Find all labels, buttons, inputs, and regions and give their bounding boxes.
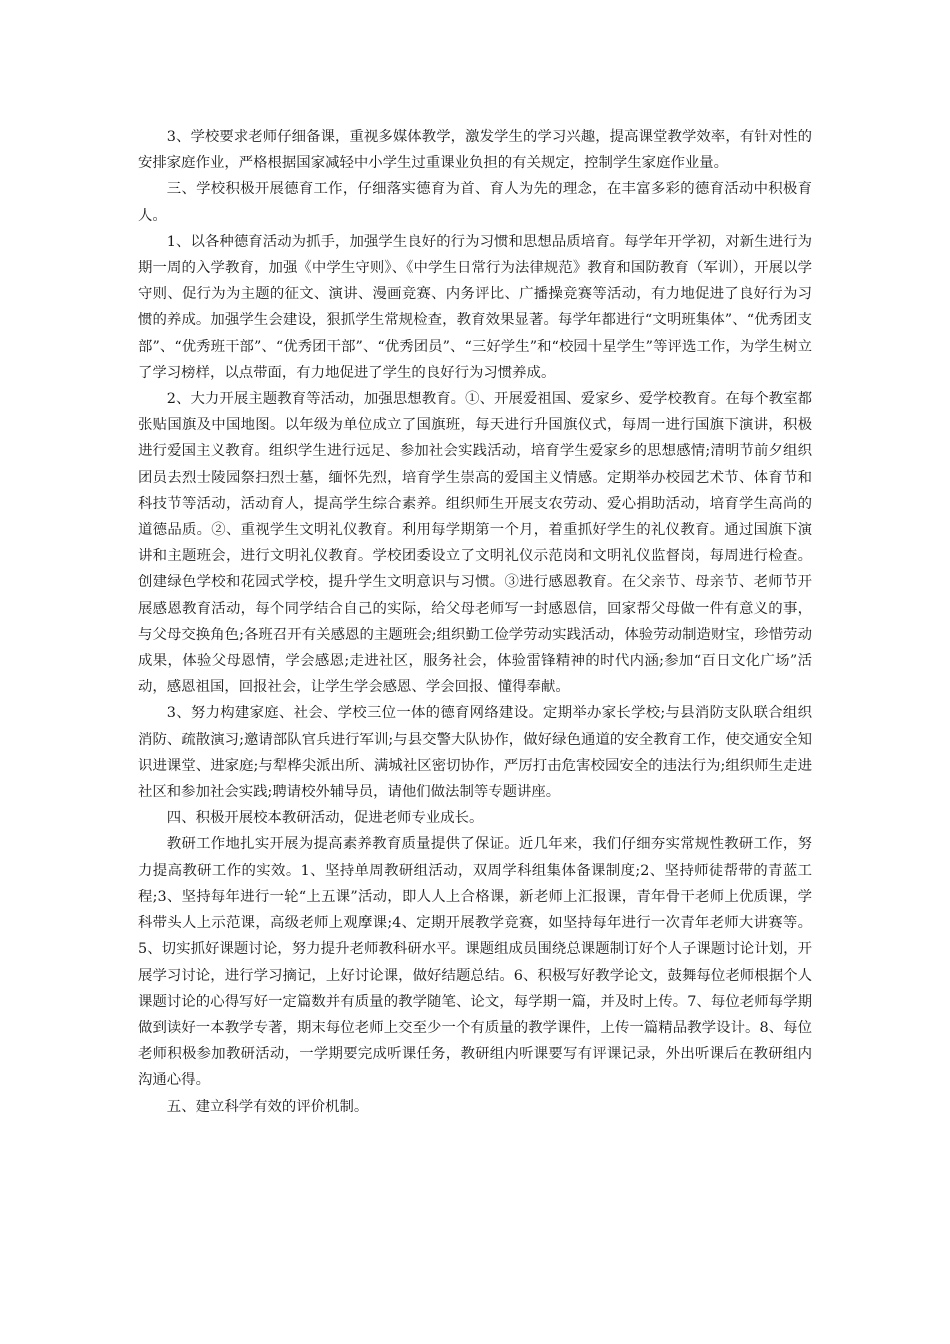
paragraph-theme-education: 2、大力开展主题教育等活动，加强思想教育。①、开展爱祖国、爱家乡、爱学校教育。在每个教室都张贴国旗及中国地图。以年级为单位成立了国旗班，每天进行升国旗仪式，每周一进行国旗下演讲，积极进行爱国主义教育。组织学生进行远足、参加社会实践活动，培育学生爱家乡的思想感情;清明节前夕组织团员去烈士陵园祭扫烈士墓，缅怀先烈，培育学生崇高的爱国主义情感。定期举办校园艺术节、体育节和科技节等活动，活动育人，提高学生综合素养。组织师生开展支农劳动、爱心捐助活动，培育学生高尚的道德品质。②、重视学生文明礼仪教育。利用每学期第一个月，着重抓好学生的礼仪教育。通过国旗下演讲和主题班会，进行文明礼仪教育。学校团委设立了文明礼仪示范岗和文明礼仪监督岗，每周进行检查。创建绿色学校和花园式学校，提升学生文明意识与习惯。③进行感恩教育。在父亲节、母亲节、老师节开展感恩教育活动，每个同学结合自己的实际，给父母老师写一封感恩信，回家帮父母做一件有意义的事，与父母交换角色;各班召开有关感恩的主题班会;组织勤工俭学劳动实践活动，体验劳动制造财宝，珍惜劳动成果，体验父母恩情，学会感恩;走进社区，服务社会，体验雷锋精神的时代内涵;参加“百日文化广场”活动，感恩祖国，回报社会，让学生学会感恩、学会回报、懂得奉献。 (138, 391, 812, 696)
heading-teaching-research: 四、积极开展校本教研活动，促进老师专业成长。 (166, 810, 484, 827)
paragraph-moral-network: 3、努力构建家庭、社会、学校三位一体的德育网络建设。定期举办家长学校;与县消防支队联合组织消防、疏散演习;邀请部队官兵进行军训;与县交警大队协作，做好绿色通道的安全教育工作，使交通安全知识进课堂、进家庭;与犁桦尖派出所、满城社区密切协作，严厉打击危害校园安全的违法行为;组织师生走进社区和参加社会实践;聘请校外辅导员，请他们做法制等专题讲座。 (138, 705, 812, 801)
document-body (138, 124, 812, 1120)
paragraph-homework-policy: 3、学校要求老师仔细备课，重视多媒体教学，激发学生的学习兴趣，提高课堂教学效率，有针对性的安排家庭作业，严格根据国家减轻中小学生过重课业负担的有关规定，控制学生家庭作业量。 (138, 129, 812, 172)
heading-moral-education: 三、学校积极开展德育工作，仔细落实德育为首、育人为先的理念，在丰富多彩的德育活动中积极育人。 (138, 181, 812, 224)
heading-evaluation-mechanism: 五、建立科学有效的评价机制。 (166, 1098, 369, 1115)
paragraph-behavior-habits: 1、以各种德育活动为抓手，加强学生良好的行为习惯和思想品质培育。每学年开学初，对新生进行为期一周的入学教育，加强《中学生守则》、《中学生日常行为法律规范》教育和国防教育（军训），开展以学守则、促行为为主题的征文、演讲、漫画竞赛、内务评比、广播操竞赛等活动，有力地促进了良好行为习惯的养成。加强学生会建设，狠抓学生常规检查，教育效果显著。每学年都进行“文明班集体”、“优秀团支部”、“优秀班干部”、“优秀团干部”、“优秀团员”、“三好学生”和“校园十星学生”等评选工作，为学生树立了学习榜样，以点带面，有力地促进了学生的良好行为习惯养成。 (138, 233, 812, 381)
paragraph-research-work: 教研工作地扎实开展为提高素养教育质量提供了保证。近几年来，我们仔细夯实常规性教研工作，努力提高教研工作的实效。1、坚持单周教研组活动，双周学科组集体备课制度;2、坚持师徒帮带的青蓝工程;3、坚持每年进行一轮“上五课”活动，即人人上合格课，新老师上汇报课，青年骨干老师上优质课，学科带头人上示范课，高级老师上观摩课;4、定期开展教学竞赛，如坚持每年进行一次青年老师大讲赛等。5、切实抓好课题讨论，努力提升老师教科研水平。课题组成员围绕总课题制订好个人子课题讨论计划，开展学习讨论，进行学习摘记，上好讨论课，做好结题总结。6、积极写好教学论文，鼓舞每位老师根据个人课题讨论的心得写好一定篇数并有质量的教学随笔、论文，每学期一篇，并及时上传。7、每位老师每学期做到读好一本教学专著，期末每位老师上交至少一个有质量的教学课件，上传一篇精品教学设计。8、每位老师积极参加教研活动，一学期要完成听课任务，教研组内听课要写有评课记录，外出听课后在教研组内沟通心得。 (138, 836, 812, 1089)
